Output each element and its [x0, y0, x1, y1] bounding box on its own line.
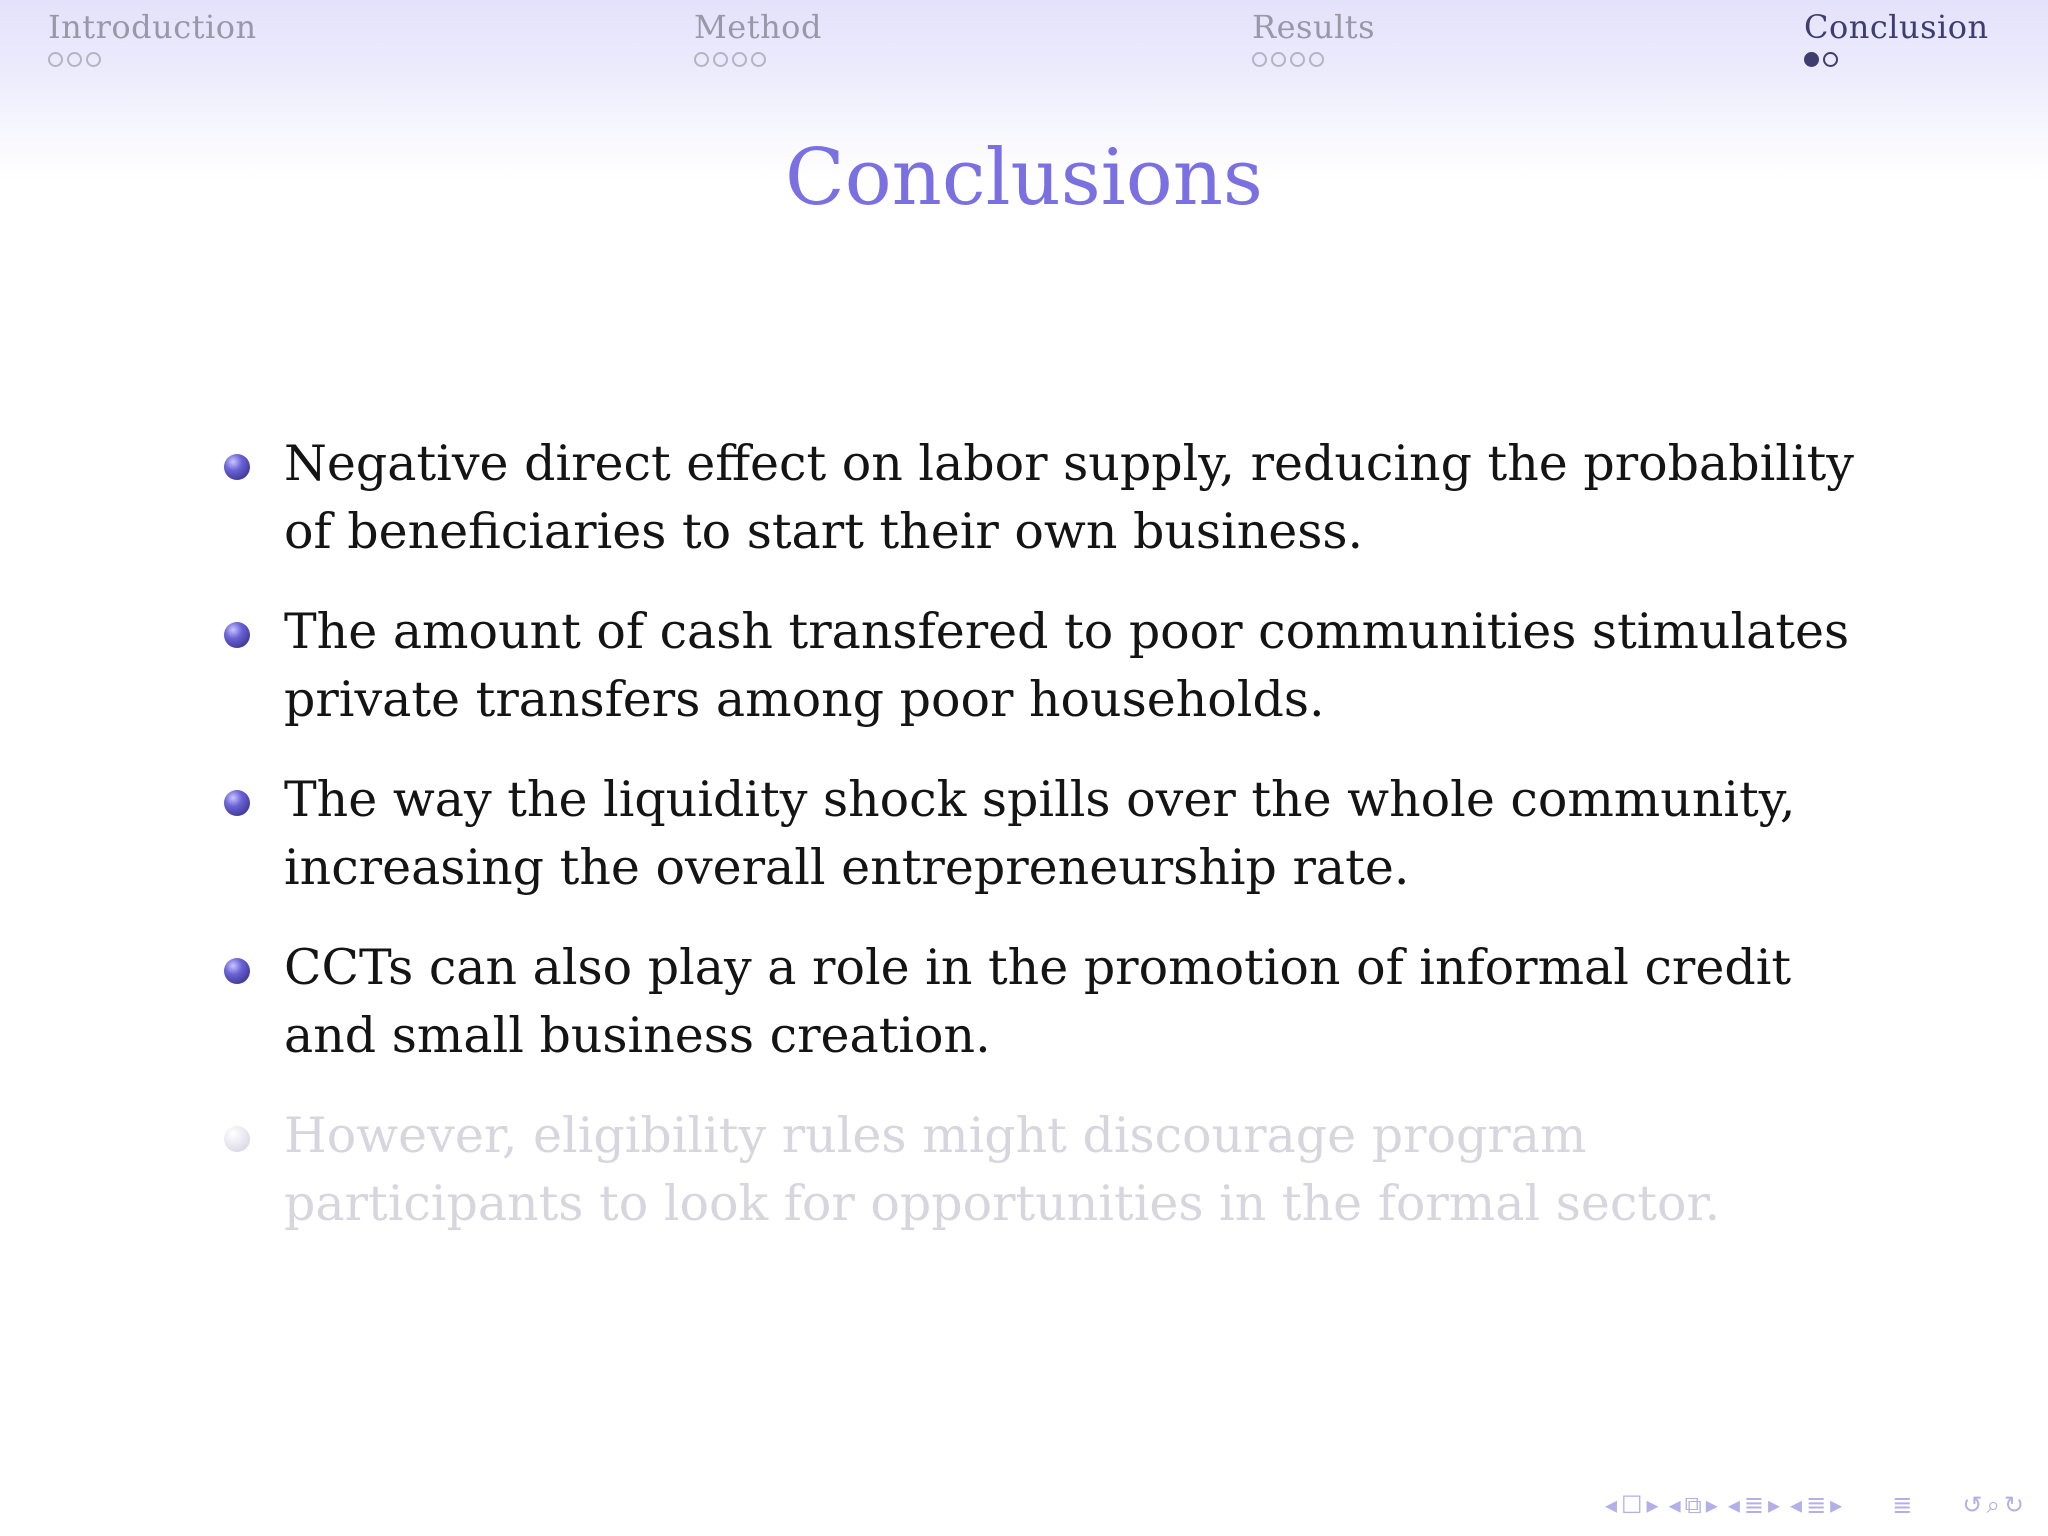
slide-title: Conclusions [785, 133, 1263, 223]
doc-icon[interactable]: ≣ [1806, 1491, 1827, 1519]
frame-next-icon[interactable]: ▸ [1646, 1491, 1659, 1519]
nav-section-dots [694, 52, 822, 67]
bullet-item-faded [220, 1102, 1880, 1238]
nav-section-dots [48, 52, 257, 67]
bullet-text: However, eligibility rules might discourage program participants to look for opportunities in the formal sector. [284, 1107, 1721, 1232]
nav-section-dots [1252, 52, 1375, 67]
bullet-item [220, 934, 1880, 1070]
nav-section-label: Conclusion [1804, 8, 1989, 46]
bullet-text: The way the liquidity shock spills over the whole community, increasing the overall entrepreneurship rate. [284, 771, 1796, 896]
section-next-icon[interactable]: ▸ [1767, 1491, 1781, 1519]
subsection-dot[interactable] [1252, 52, 1267, 67]
search-icon[interactable]: ⌕ [1986, 1491, 2000, 1519]
nav-section-conclusion[interactable] [1804, 6, 1989, 67]
nav-section-results[interactable] [1252, 6, 1375, 67]
appendix-icon[interactable]: ≣ [1892, 1491, 1913, 1519]
subsection-dot[interactable] [694, 52, 709, 67]
nav-section-label: Introduction [48, 8, 257, 46]
bullet-item [220, 430, 1880, 566]
subsection-dot[interactable] [751, 52, 766, 67]
bullet-ball-icon [224, 454, 250, 480]
bullet-list [220, 430, 1880, 1270]
subsection-dot[interactable] [732, 52, 747, 67]
subsection-dot[interactable] [86, 52, 101, 67]
subsection-dot[interactable] [1823, 52, 1838, 67]
nav-section-introduction[interactable] [48, 6, 257, 67]
frame-nav-group [1605, 1490, 1659, 1520]
subsection-prev-icon[interactable]: ◂ [1668, 1491, 1681, 1519]
nav-section-method[interactable] [694, 6, 822, 67]
section-prev-icon[interactable]: ◂ [1727, 1491, 1740, 1519]
nav-section-dots [1804, 52, 1989, 67]
subsection-dot[interactable] [713, 52, 728, 67]
doc-prev-icon[interactable]: ◂ [1790, 1491, 1803, 1519]
subsection-dot[interactable] [48, 52, 63, 67]
subsection-dot[interactable] [1290, 52, 1305, 67]
bullet-text: Negative direct effect on labor supply, reducing the probability of beneficiaries to start their own business. [284, 435, 1854, 560]
subsection-dot[interactable] [1271, 52, 1286, 67]
bullet-ball-icon [224, 790, 250, 816]
section-nav-group [1728, 1490, 1780, 1520]
search-back-icon[interactable]: ↺ [1962, 1491, 1983, 1519]
bullet-item [220, 766, 1880, 902]
subsection-dot[interactable] [1309, 52, 1324, 67]
nav-section-label: Results [1252, 8, 1376, 46]
section-icon[interactable]: ≣ [1743, 1491, 1764, 1519]
subsection-icon[interactable]: ⧉ [1684, 1491, 1702, 1519]
bullet-ball-icon [224, 1126, 250, 1152]
doc-next-icon[interactable]: ▸ [1830, 1491, 1843, 1519]
subsection-dot-current[interactable] [1804, 52, 1819, 67]
bullet-ball-icon [224, 622, 250, 648]
bullet-ball-icon [224, 958, 250, 984]
frame-icon[interactable]: ☐ [1621, 1491, 1643, 1519]
nav-section-label: Method [694, 8, 822, 46]
subsection-nav-group [1669, 1490, 1718, 1520]
subsection-dot[interactable] [67, 52, 82, 67]
doc-nav-group [1790, 1490, 1842, 1520]
search-forward-icon[interactable]: ↻ [2003, 1491, 2024, 1519]
bullet-text: CCTs can also play a role in the promotion of informal credit and small business creation. [284, 939, 1792, 1064]
beamer-navigation-bar [1605, 1490, 2024, 1520]
subsection-next-icon[interactable]: ▸ [1705, 1491, 1718, 1519]
bullet-text: The amount of cash transfered to poor communities stimulates private transfers among poor households. [284, 603, 1850, 728]
bullet-item [220, 598, 1880, 734]
frame-prev-icon[interactable]: ◂ [1604, 1491, 1618, 1519]
search-nav-group [1962, 1490, 2024, 1520]
